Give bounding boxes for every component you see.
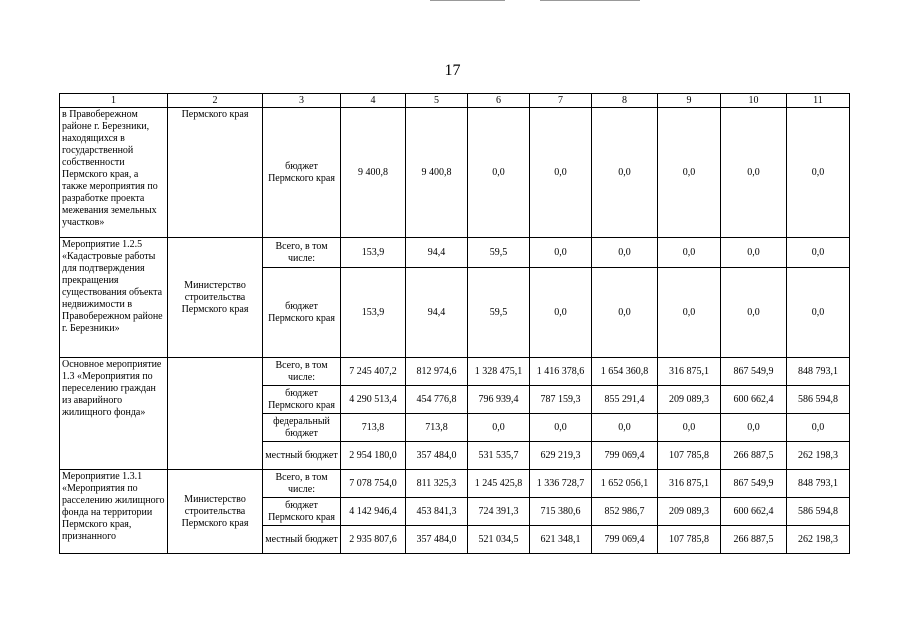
value-cell: 621 348,1 <box>530 526 592 554</box>
activity-description: Мероприятие 1.2.5 «Кадастровые работы для подтверждения прекращения существования объекта недвижимости в Правобережном районе г. Березники» <box>60 238 168 358</box>
column-header: 8 <box>592 94 658 108</box>
value-cell: 0,0 <box>721 268 787 358</box>
responsible-party <box>168 358 263 470</box>
value-cell: 9 400,8 <box>341 108 406 238</box>
value-cell: 0,0 <box>721 108 787 238</box>
value-cell: 4 290 513,4 <box>341 386 406 414</box>
value-cell: 811 325,3 <box>406 470 468 498</box>
value-cell: 454 776,8 <box>406 386 468 414</box>
value-cell: 867 549,9 <box>721 470 787 498</box>
column-header: 11 <box>787 94 850 108</box>
column-header: 10 <box>721 94 787 108</box>
value-cell: 262 198,3 <box>787 442 850 470</box>
funding-source: бюджет Пермского края <box>263 268 341 358</box>
value-cell: 209 089,3 <box>658 498 721 526</box>
value-cell: 262 198,3 <box>787 526 850 554</box>
value-cell: 107 785,8 <box>658 442 721 470</box>
value-cell: 0,0 <box>530 268 592 358</box>
value-cell: 713,8 <box>341 414 406 442</box>
responsible-party: Министерство строительства Пермского края <box>168 470 263 554</box>
value-cell: 629 219,3 <box>530 442 592 470</box>
value-cell: 600 662,4 <box>721 386 787 414</box>
funding-source: федеральный бюджет <box>263 414 341 442</box>
value-cell: 153,9 <box>341 238 406 268</box>
value-cell: 724 391,3 <box>468 498 530 526</box>
activity-description: Мероприятие 1.3.1 «Мероприятия по расселению жилищного фонда на территории Пермского края, признанного <box>60 470 168 554</box>
value-cell: 0,0 <box>592 414 658 442</box>
value-cell: 316 875,1 <box>658 358 721 386</box>
column-header: 3 <box>263 94 341 108</box>
responsible-party: Пермского края <box>168 108 263 238</box>
responsible-party: Министерство строительства Пермского края <box>168 238 263 358</box>
value-cell: 59,5 <box>468 238 530 268</box>
value-cell: 153,9 <box>341 268 406 358</box>
value-cell: 600 662,4 <box>721 498 787 526</box>
value-cell: 1 328 475,1 <box>468 358 530 386</box>
page-number: 17 <box>444 62 461 79</box>
value-cell: 0,0 <box>787 414 850 442</box>
column-header: 1 <box>60 94 168 108</box>
value-cell: 1 245 425,8 <box>468 470 530 498</box>
value-cell: 0,0 <box>658 268 721 358</box>
value-cell: 0,0 <box>592 108 658 238</box>
value-cell: 2 954 180,0 <box>341 442 406 470</box>
value-cell: 0,0 <box>530 238 592 268</box>
value-cell: 799 069,4 <box>592 442 658 470</box>
funding-source: Всего, в том числе: <box>263 358 341 386</box>
value-cell: 0,0 <box>530 108 592 238</box>
table-row <box>60 108 850 238</box>
value-cell: 59,5 <box>468 268 530 358</box>
value-cell: 0,0 <box>787 108 850 238</box>
value-cell: 266 887,5 <box>721 526 787 554</box>
value-cell: 848 793,1 <box>787 470 850 498</box>
value-cell: 0,0 <box>658 414 721 442</box>
column-header: 5 <box>406 94 468 108</box>
value-cell: 0,0 <box>468 108 530 238</box>
value-cell: 209 089,3 <box>658 386 721 414</box>
value-cell: 0,0 <box>468 414 530 442</box>
value-cell: 0,0 <box>721 414 787 442</box>
table-row <box>60 238 850 268</box>
table-row <box>60 470 850 498</box>
value-cell: 867 549,9 <box>721 358 787 386</box>
value-cell: 531 535,7 <box>468 442 530 470</box>
value-cell: 1 336 728,7 <box>530 470 592 498</box>
value-cell: 266 887,5 <box>721 442 787 470</box>
value-cell: 7 245 407,2 <box>341 358 406 386</box>
activity-description: в Правобережном районе г. Березники, находящихся в государственной собственности Пермского края, а также мероприятия по разработке проекта межевания земельных участков» <box>60 108 168 238</box>
top-rule-right <box>540 0 640 1</box>
funding-source: местный бюджет <box>263 526 341 554</box>
value-cell: 2 935 807,6 <box>341 526 406 554</box>
funding-source: бюджет Пермского края <box>263 386 341 414</box>
column-header: 4 <box>341 94 406 108</box>
value-cell: 852 986,7 <box>592 498 658 526</box>
value-cell: 796 939,4 <box>468 386 530 414</box>
value-cell: 94,4 <box>406 268 468 358</box>
value-cell: 316 875,1 <box>658 470 721 498</box>
column-header: 2 <box>168 94 263 108</box>
value-cell: 586 594,8 <box>787 386 850 414</box>
value-cell: 4 142 946,4 <box>341 498 406 526</box>
funding-source: бюджет Пермского края <box>263 498 341 526</box>
value-cell: 357 484,0 <box>406 442 468 470</box>
value-cell: 0,0 <box>658 238 721 268</box>
funding-source: Всего, в том числе: <box>263 238 341 268</box>
value-cell: 94,4 <box>406 238 468 268</box>
value-cell: 0,0 <box>530 414 592 442</box>
funding-source: местный бюджет <box>263 442 341 470</box>
value-cell: 7 078 754,0 <box>341 470 406 498</box>
column-header: 6 <box>468 94 530 108</box>
value-cell: 1 416 378,6 <box>530 358 592 386</box>
column-header-row <box>60 94 850 108</box>
activity-description: Основное мероприятие 1.3 «Мероприятия по переселению граждан из аварийного жилищного фонда» <box>60 358 168 470</box>
funding-source: Всего, в том числе: <box>263 470 341 498</box>
value-cell: 0,0 <box>658 108 721 238</box>
value-cell: 1 652 056,1 <box>592 470 658 498</box>
value-cell: 0,0 <box>592 268 658 358</box>
value-cell: 812 974,6 <box>406 358 468 386</box>
value-cell: 0,0 <box>787 238 850 268</box>
value-cell: 0,0 <box>787 268 850 358</box>
value-cell: 1 654 360,8 <box>592 358 658 386</box>
value-cell: 855 291,4 <box>592 386 658 414</box>
value-cell: 521 034,5 <box>468 526 530 554</box>
funding-source: бюджет Пермского края <box>263 108 341 238</box>
value-cell: 586 594,8 <box>787 498 850 526</box>
top-rule-left <box>430 0 505 1</box>
value-cell: 848 793,1 <box>787 358 850 386</box>
value-cell: 9 400,8 <box>406 108 468 238</box>
column-header: 9 <box>658 94 721 108</box>
value-cell: 453 841,3 <box>406 498 468 526</box>
value-cell: 107 785,8 <box>658 526 721 554</box>
value-cell: 357 484,0 <box>406 526 468 554</box>
value-cell: 0,0 <box>721 238 787 268</box>
value-cell: 0,0 <box>592 238 658 268</box>
value-cell: 787 159,3 <box>530 386 592 414</box>
budget-table <box>59 93 850 554</box>
column-header: 7 <box>530 94 592 108</box>
value-cell: 799 069,4 <box>592 526 658 554</box>
table-row <box>60 358 850 386</box>
value-cell: 713,8 <box>406 414 468 442</box>
value-cell: 715 380,6 <box>530 498 592 526</box>
